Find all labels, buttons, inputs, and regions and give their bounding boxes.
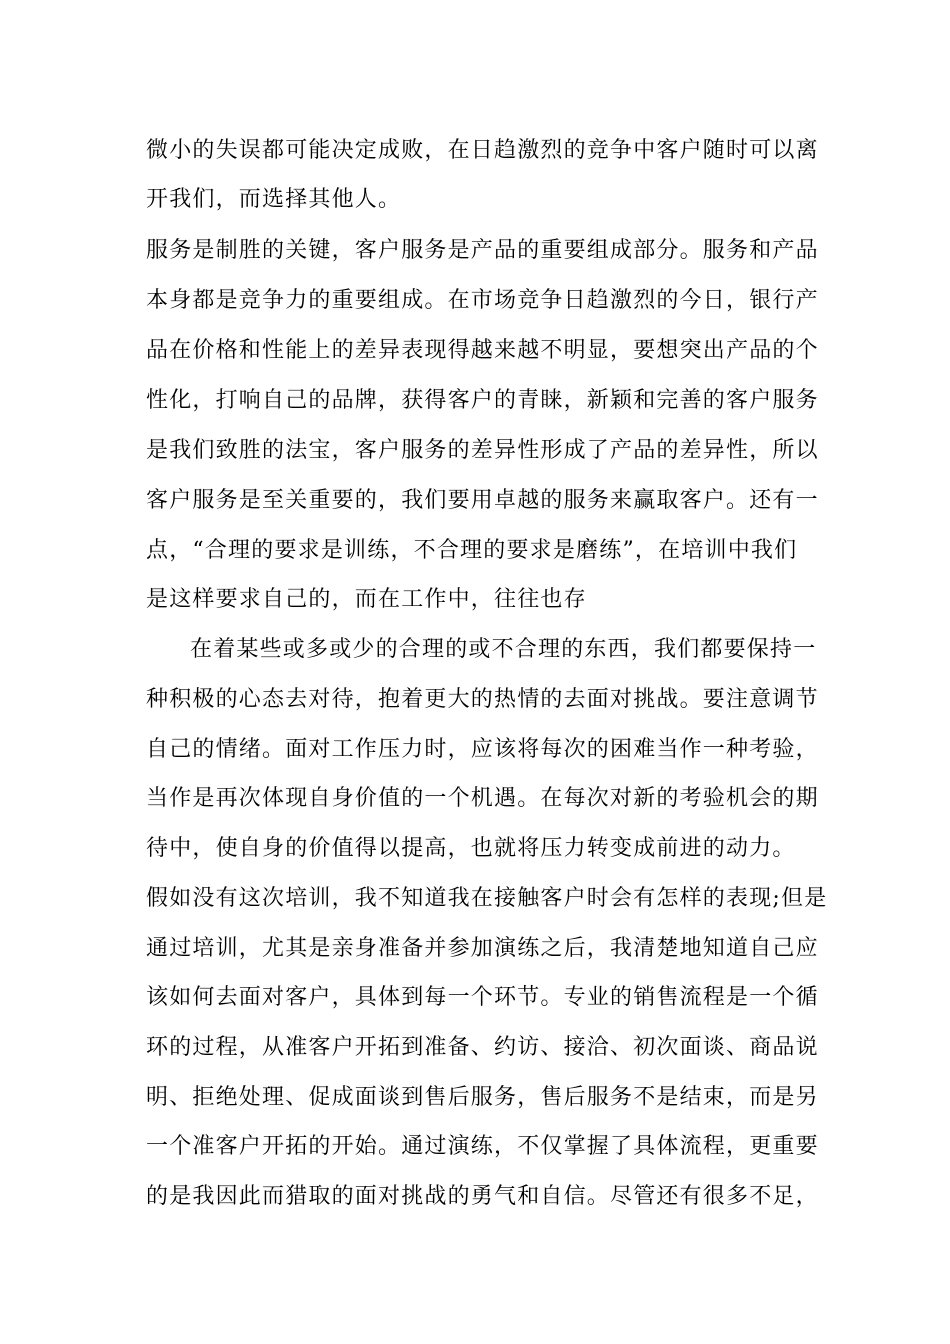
text-line: 点，“合理的要求是训练，不合理的要求是磨练”，在培训中我们 <box>146 538 798 563</box>
text-line: 待中，使自身的价值得以提高，也就将压力转变成前进的动力。 <box>146 836 796 861</box>
text-line: 该如何去面对客户，具体到每一个环节。专业的销售流程是一个循 <box>146 985 819 1010</box>
text-line: 假如没有这次培训，我不知道我在接触客户时会有怎样的表现;但是 <box>146 886 828 911</box>
text-line: 是我们致胜的法宝，客户服务的差异性形成了产品的差异性，所以 <box>146 438 819 463</box>
text-line: 开我们，而选择其他人。 <box>146 187 402 212</box>
text-line: 品在价格和性能上的差异表现得越来越不明显，要想突出产品的个 <box>146 338 819 363</box>
text-line: 自己的情绪。面对工作压力时，应该将每次的困难当作一种考验， <box>146 737 819 762</box>
text-line: 是这样要求自己的，而在工作中，往往也存 <box>146 587 587 612</box>
text-line: 的是我因此而猎取的面对挑战的勇气和自信。尽管还有很多不足， <box>146 1184 819 1209</box>
text-line: 种积极的心态去对待，抱着更大的热情的去面对挑战。要注意调节 <box>146 687 819 712</box>
text-line: 通过培训，尤其是亲身准备并参加演练之后，我清楚地知道自己应 <box>146 936 819 961</box>
text-line: 当作是再次体现自身价值的一个机遇。在每次对新的考验机会的期 <box>146 786 819 811</box>
text-line: 一个准客户开拓的开始。通过演练，不仅掌握了具体流程，更重要 <box>146 1134 819 1159</box>
text-line: 环的过程，从准客户开拓到准备、约访、接洽、初次面谈、商品说 <box>146 1035 819 1060</box>
text-line: 本身都是竞争力的重要组成。在市场竞争日趋激烈的今日，银行产 <box>146 288 819 313</box>
text-line: 在着某些或多或少的合理的或不合理的东西，我们都要保持一 <box>190 637 817 662</box>
text-line: 性化，打响自己的品牌，获得客户的青睐，新颖和完善的客户服务 <box>146 388 819 413</box>
text-line: 客户服务是至关重要的，我们要用卓越的服务来赢取客户。还有一 <box>146 488 819 513</box>
text-line: 明、拒绝处理、促成面谈到售后服务，售后服务不是结束，而是另 <box>146 1085 819 1110</box>
text-line: 服务是制胜的关键，客户服务是产品的重要组成部分。服务和产品 <box>146 238 819 263</box>
text-line: 微小的失误都可能决定成败，在日趋激烈的竞争中客户随时可以离 <box>146 138 819 163</box>
